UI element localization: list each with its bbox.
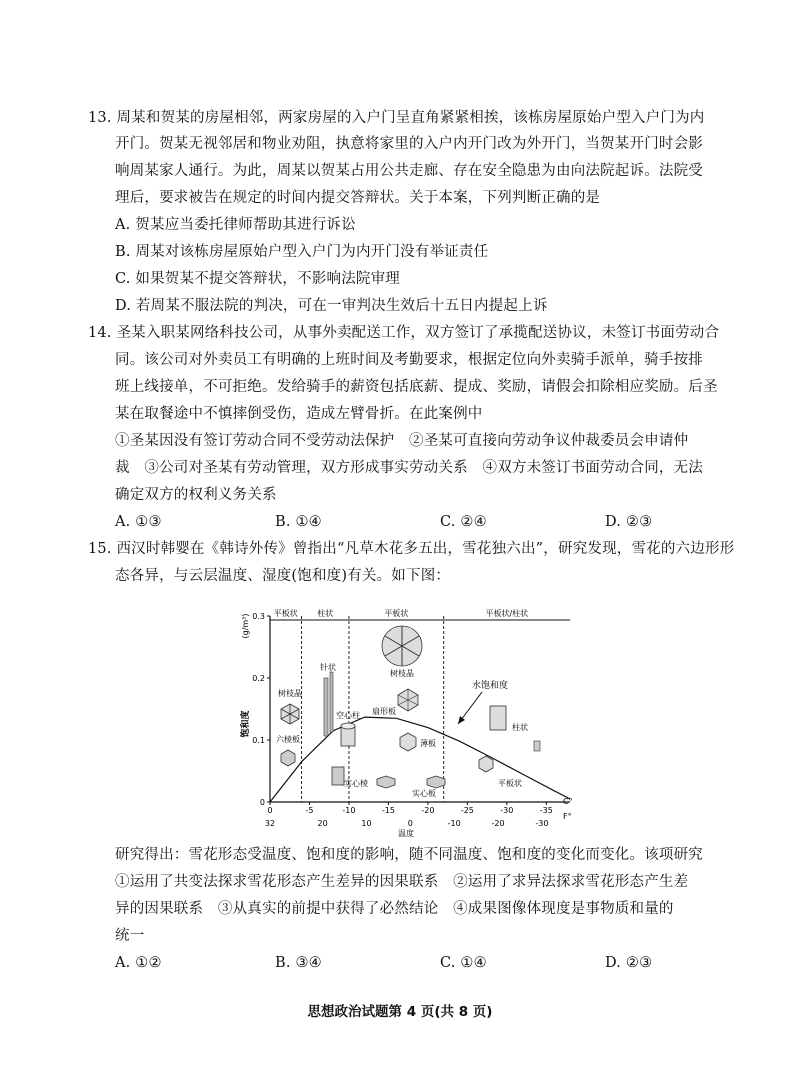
y-tick-label: 0.3 <box>252 612 265 621</box>
region-label: 平板状/柱状 <box>485 609 529 618</box>
y-tick-label: 0.2 <box>252 674 265 683</box>
q15-line-1: 15. 西汉时韩婴在《韩诗外传》曾指出“凡草木花多五出，雪花独六出”，研究发现，雪花的六边形形 <box>88 541 735 557</box>
crystal-column-small-icon <box>534 741 540 751</box>
q15-choice-c: C. ①④ <box>440 955 487 971</box>
label-plate-right: 平板状 <box>498 779 522 788</box>
x-tick-label-fahrenheit: 32 <box>264 819 276 828</box>
q14-choice-c: C. ②④ <box>440 514 487 530</box>
crystal-dendrite-big-icon <box>382 626 422 666</box>
q15-after-2: ①运用了共变法探求雪花形态产生差异的因果联系 ②运用了求异法探求雪花形态产生差 <box>115 874 689 890</box>
y-tick-label: 0 <box>259 798 265 807</box>
q14-choice-a: A. ①③ <box>115 514 162 530</box>
q14-choice-d: D. ②③ <box>605 514 653 530</box>
region-label: 平板状 <box>384 609 409 618</box>
y-ticks-group <box>252 612 270 807</box>
x-tick-label-celsius: -10 <box>342 806 356 815</box>
x-tick-label-fahrenheit: -30 <box>535 819 549 828</box>
x-tick-label-fahrenheit: -10 <box>447 819 461 828</box>
series-label-water-saturation: 水饱和度 <box>472 681 509 691</box>
q13-line-1: 13. 周某和贺某的房屋相邻，两家房屋的入户门呈直角紧紧相挨，该栋房屋原始户型入户门为内 <box>88 110 705 126</box>
q13-option-b: B. 周某对该栋房屋原始户型入户门为内开门没有举证责任 <box>115 244 489 260</box>
q13-line-2: 开门。贺某无视邻居和物业劝阻，执意将家里的入户内开门改为外开门，当贺某开门时会影 <box>115 136 703 152</box>
x-tick-label-celsius: -25 <box>460 806 474 815</box>
q14-statement-1: ①圣某因没有签订劳动合同不受劳动法保护 ②圣某可直接向劳动争议仲裁委员会申请仲 <box>115 433 689 449</box>
q14-line-1: 14. 圣某入职某网络科技公司，从事外卖配送工作，双方签订了承揽配送协议，未签订书面劳动合 <box>88 325 720 341</box>
x-axis-unit-fahrenheit: F° <box>563 812 572 821</box>
q14-statement-2: 裁 ③公司对圣某有劳动管理，双方形成事实劳动关系 ④双方未签订书面劳动合同，无法 <box>115 460 703 476</box>
x-tick-label-celsius: 0 <box>267 806 273 815</box>
label-solid-prism: 实心棱 <box>344 779 368 788</box>
label-solid-plate: 实心板 <box>412 789 436 798</box>
label-thin-plate: 薄板 <box>420 739 436 748</box>
snowflake-chart <box>240 596 580 842</box>
x-tick-label-celsius: -35 <box>539 806 553 815</box>
q15-choice-b: B. ③④ <box>275 955 322 971</box>
y-tick-label: 0.1 <box>252 736 265 745</box>
crystal-solid-plate-mid-icon <box>377 776 395 788</box>
label-sector-plate: 扇形板 <box>372 707 396 716</box>
y-axis-label: 饱和度 <box>241 710 251 738</box>
crystal-plate-right-icon <box>479 756 493 772</box>
x-axis-unit-celsius: C° <box>563 797 573 806</box>
q13-option-d: D. 若周某不服法院的判决，可在一审判决生效后十五日内提起上诉 <box>115 298 548 314</box>
q15-after-4: 统一 <box>115 928 145 944</box>
crystal-sector-plate-icon <box>398 689 418 711</box>
x-tick-label-fahrenheit: 0 <box>407 819 413 828</box>
x-tick-label-celsius: -15 <box>381 806 395 815</box>
x-tick-label-celsius: -20 <box>421 806 435 815</box>
q13-line-3: 响周某家人通行。为此，周某以贺某占用公共走廊、存在安全隐患为由向法院起诉。法院受 <box>115 163 703 179</box>
q14-statement-3: 确定双方的权利义务关系 <box>115 487 277 503</box>
label-hexplate: 六棱板 <box>276 735 300 744</box>
label-needle: 针状 <box>320 663 336 672</box>
crystal-hexplate-left-icon <box>281 750 295 766</box>
region-label: 平板状 <box>273 609 298 618</box>
q13-option-c: C. 如果贺某不提交答辩状，不影响法院审理 <box>115 271 400 287</box>
x-ticks-group <box>265 802 553 828</box>
q15-choice-a: A. ①② <box>115 955 162 971</box>
page-footer: 思想政治试题第 4 页(共 8 页) <box>307 1004 493 1020</box>
x-tick-label-fahrenheit: -20 <box>491 819 505 828</box>
q15-after-3: 异的因果联系 ③从真实的前提中获得了必然结论 ④成果图像体现度是事物质和量的 <box>115 901 674 917</box>
snowflake-chart-svg <box>240 596 580 842</box>
q14-choice-b: B. ①④ <box>275 514 322 530</box>
region-label: 柱状 <box>317 609 334 618</box>
crystal-solid-column-icon <box>332 767 344 785</box>
q14-line-2: 同。该公司对外卖员工有明确的上班时间及考勤要求，根据定位向外卖骑手派单，骑手按排 <box>115 352 703 368</box>
x-axis-label: 温度 <box>398 829 414 838</box>
crystal-solid-plate-right-icon <box>427 776 445 788</box>
x-tick-label-celsius: -30 <box>500 806 514 815</box>
label-hollow-column: 空心柱 <box>336 711 360 720</box>
q13-line-4: 理后，要求被告在规定的时间内提交答辩状。关于本案，下列判断正确的是 <box>115 190 601 206</box>
label-column-right: 柱状 <box>512 723 528 732</box>
q14-line-3: 班上线接单，不可拒绝。发给骑手的薪资包括底薪、提成、奖励，请假会扣除相应奖励。后圣 <box>115 379 718 395</box>
crystal-dendrite-left-icon <box>281 704 299 724</box>
q13-option-a: A. 贺某应当委托律师帮助其进行诉讼 <box>115 217 356 233</box>
y-axis-unit: (g/m³) <box>241 613 250 639</box>
label-dendrite-left: 树枝晶 <box>278 689 302 698</box>
crystal-column-right-icon <box>490 706 506 730</box>
q15-choice-d: D. ②③ <box>605 955 653 971</box>
x-tick-label-fahrenheit: 10 <box>361 819 372 828</box>
crystal-needle-icon <box>324 672 333 736</box>
label-dendrite-big: 树枝晶 <box>390 669 414 678</box>
q15-after-1: 研究得出：雪花形态受温度、饱和度的影响，随不同温度、饱和度的变化而变化。该项研究 <box>115 847 703 863</box>
x-tick-label-celsius: -5 <box>305 806 314 815</box>
q14-line-4: 某在取餐途中不慎摔倒受伤，造成左臂骨折。在此案例中 <box>115 406 483 422</box>
q15-line-2: 态各异，与云层温度、湿度(饱和度)有关。如下图： <box>115 568 451 584</box>
arrow-head-icon <box>458 716 465 724</box>
crystal-hollow-column-icon <box>341 723 355 746</box>
x-tick-label-fahrenheit: 20 <box>317 819 328 828</box>
crystal-thin-plate-icon <box>400 733 416 751</box>
